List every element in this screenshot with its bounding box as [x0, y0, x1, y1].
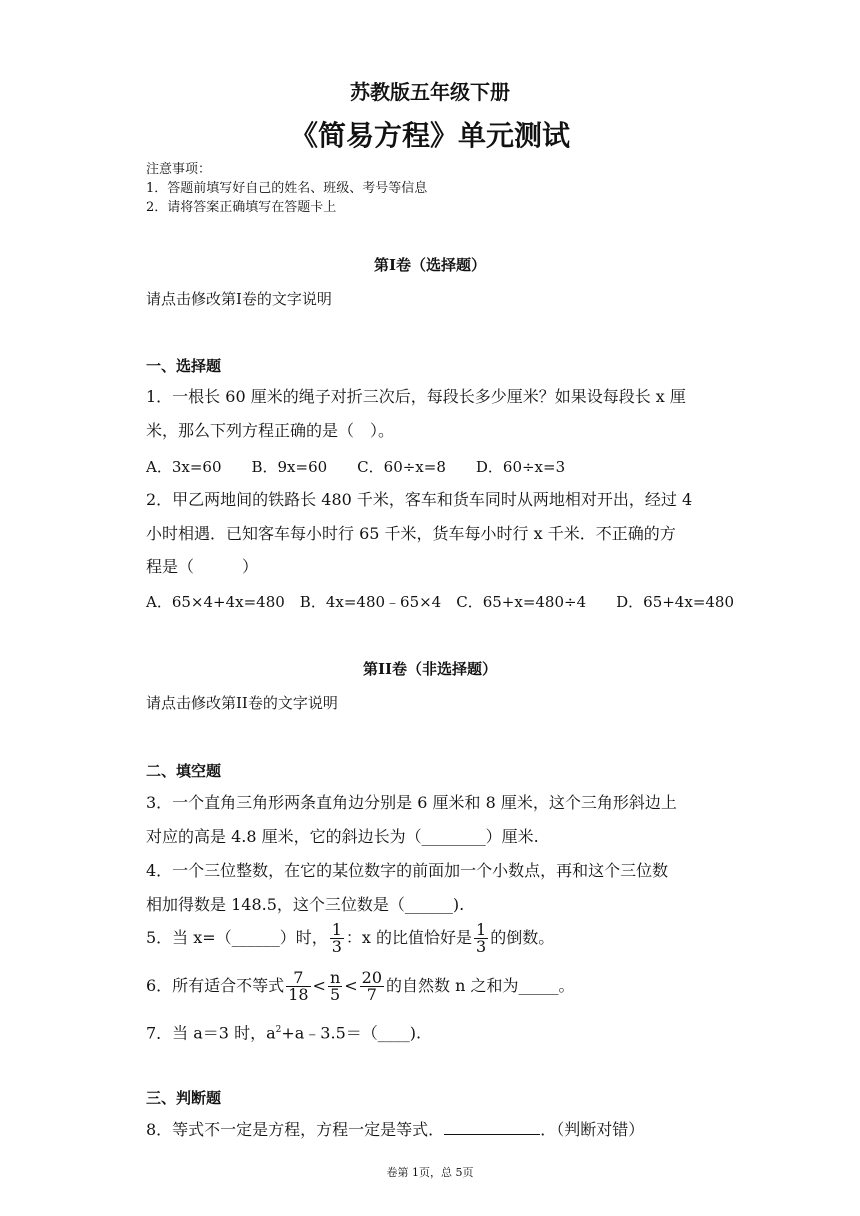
q8 [146, 1120, 726, 1140]
q6-fraction-1-den: 18 [288, 985, 309, 1004]
page-footer: 卷第 1页，总 5页 [386, 1166, 474, 1179]
notes-item-2: 2．请将答案正确填写在答题卡上 [146, 200, 337, 215]
q6-fraction-3 [360, 970, 384, 1003]
q6-fraction-3-num: 20 [361, 968, 383, 987]
q5-suffix: 的倒数。 [490, 928, 555, 947]
q7-prefix: 7．当 a＝3 时，a [146, 1023, 276, 1043]
q6-lt-2: < [344, 976, 358, 995]
q5-fraction-1 [330, 922, 344, 955]
q6-fraction-1 [286, 970, 310, 1003]
q5 [146, 922, 726, 955]
q4-line1: 4．一个三位整数，在它的某位数字的前面加一个小数点，再和这个三位数 [146, 861, 669, 880]
q5-fraction-1-num: 1 [331, 920, 342, 939]
q6-suffix: 的自然数 n 之和为_____。 [386, 976, 575, 995]
q8-answer-blank[interactable] [444, 1120, 540, 1135]
q7 [146, 1020, 726, 1043]
q6 [146, 970, 726, 1003]
section1-title: 一、选择题 [146, 357, 222, 375]
q6-fraction-1-num: 7 [286, 970, 310, 987]
q8-prefix: 8．等式不一定是方程，方程一定是等式． [146, 1120, 445, 1139]
exam-subtitle: 《简易方程》单元测试 [289, 119, 570, 152]
volume2-desc: 请点击修改第II卷的文字说明 [146, 694, 338, 712]
q2-options: A．65×4+4x=480 B．4x=480﹣65×4 C．65+x=480÷4 D．65+4x=480 [146, 593, 735, 611]
q6-fraction-2-den: 5 [330, 985, 341, 1004]
exam-title: 苏教版五年级下册 [350, 80, 510, 104]
q2-line2: 小时相遇．已知客车每小时行 65 千米，货车每小时行 x 千米．不正确的方 [146, 524, 676, 543]
notes-item-1: 1．答题前填写好自己的姓名、班级、考号等信息 [146, 181, 428, 196]
volume1-desc: 请点击修改第Ⅰ卷的文字说明 [146, 290, 332, 308]
section2-title: 二、填空题 [146, 762, 222, 780]
q8-suffix: ．（判断对错） [540, 1120, 645, 1139]
q5-prefix: 5．当 x=（______）时， [146, 928, 328, 947]
q6-lt-1: < [312, 976, 326, 995]
q5-fraction-2-den: 3 [476, 937, 487, 956]
q4-line2: 相加得数是 148.5，这个三位数是（______). [146, 895, 465, 914]
volume2-title: 第II卷（非选择题） [362, 660, 498, 678]
q2-line3: 程是（ ） [146, 557, 259, 576]
q1-line2: 米，那么下列方程正确的是（ ）。 [146, 421, 395, 440]
q7-exponent: 2 [275, 1025, 282, 1035]
q6-fraction-2-num: n [329, 968, 341, 987]
q5-mid: ：x 的比值恰好是 [345, 928, 473, 947]
q5-fraction-2 [474, 922, 488, 955]
volume1-title: 第Ⅰ卷（选择题） [373, 256, 487, 274]
q1-line1: 1．一根长 60 厘米的绳子对折三次后，每段长多少厘米？如果设每段长 x 厘 [146, 387, 686, 406]
q3-line2: 对应的高是 4.8 厘米，它的斜边长为（________）厘米. [146, 827, 539, 846]
notes-heading: 注意事项： [146, 162, 212, 177]
q5-fraction-1-den: 3 [331, 937, 342, 956]
q1-options: A．3x=60 B．9x=60 C．60÷x=8 D．60÷x=3 [146, 458, 566, 476]
q6-fraction-3-den: 7 [366, 985, 377, 1004]
notes [146, 160, 427, 217]
q6-fraction-2 [328, 970, 342, 1003]
section3-title: 三、判断题 [146, 1089, 222, 1107]
q6-prefix: 6．所有适合不等式 [146, 976, 285, 995]
q5-fraction-2-num: 1 [476, 920, 487, 939]
q2-line1: 2．甲乙两地间的铁路长 480 千米，客车和货车同时从两地相对开出，经过 4 [146, 490, 693, 509]
q7-suffix: +a﹣3.5＝（____). [281, 1023, 422, 1043]
q3-line1: 3．一个直角三角形两条直角边分别是 6 厘米和 8 厘米，这个三角形斜边上 [146, 793, 677, 812]
